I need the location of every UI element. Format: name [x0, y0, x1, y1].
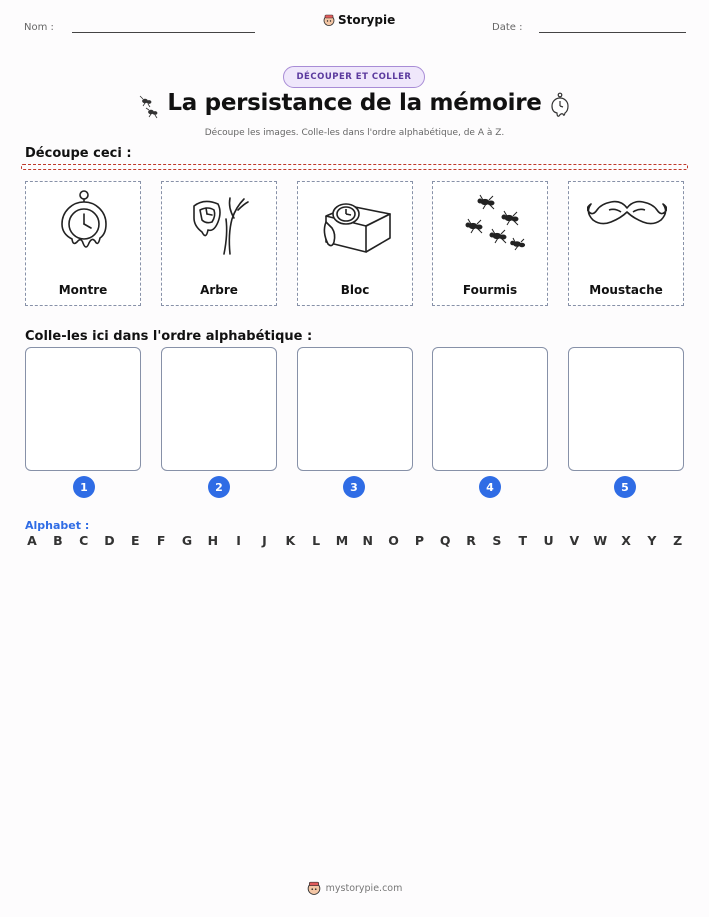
instructions: Découpe les images. Colle-les dans l'ordre alphabétique, de A à Z. [204, 128, 505, 138]
date-label: Date : [492, 22, 523, 33]
storypie-footer-logo-icon [307, 881, 321, 895]
cut-card-label: Arbre [200, 283, 238, 297]
cut-card-montre[interactable] [25, 181, 141, 306]
paste-section-label: Colle-les ici dans l'ordre alphabétique : [25, 329, 313, 344]
alphabet-label: Alphabet : [25, 519, 90, 532]
brand-name: Storypie [338, 13, 396, 27]
alphabet-row [25, 533, 685, 548]
cut-card-bloc[interactable] [297, 181, 413, 306]
cut-card-label: Fourmis [462, 283, 518, 297]
paste-box-2[interactable] [161, 347, 277, 471]
tree-melting-clock-icon [180, 188, 260, 260]
alphabet-letter: M [335, 533, 349, 548]
cut-card-label: Moustache [589, 283, 663, 297]
alphabet-letter: Q [439, 533, 451, 548]
alphabet-letter: U [543, 533, 554, 548]
alphabet-letter: L [312, 533, 321, 548]
name-line [72, 32, 255, 33]
alphabet-letter: B [53, 533, 63, 548]
activity-badge: DÉCOUPER ET COLLER [283, 66, 425, 88]
number-badge-1: 1 [73, 476, 95, 498]
number-badge-4: 4 [479, 476, 501, 498]
cut-card-label: Montre [58, 283, 108, 297]
alphabet-letter: X [621, 533, 631, 548]
alphabet-letter: A [27, 533, 37, 548]
alphabet-letter: H [207, 533, 219, 548]
alphabet-letter: E [131, 533, 140, 548]
paste-box-4[interactable] [432, 347, 548, 471]
melting-clock-decoration-icon [548, 92, 572, 120]
footer-url[interactable]: mystorypie.com [325, 882, 403, 894]
alphabet-letter: S [492, 533, 502, 548]
alphabet-letter: V [569, 533, 580, 548]
block-clock-icon [316, 188, 396, 260]
alphabet-letter: D [104, 533, 115, 548]
alphabet-letter: P [414, 533, 424, 548]
alphabet-letter: J [262, 533, 267, 548]
cut-card-moustache[interactable] [568, 181, 684, 306]
alphabet-letter: I [236, 533, 241, 548]
alphabet-letter: Y [647, 533, 657, 548]
alphabet-letter: Z [673, 533, 683, 548]
cut-line [21, 164, 688, 170]
page-title: La persistance de la mémoire [167, 90, 542, 116]
alphabet-letter: K [285, 533, 296, 548]
number-badge-5: 5 [614, 476, 636, 498]
cut-card-fourmis[interactable] [432, 181, 548, 306]
alphabet-letter: R [466, 533, 476, 548]
brand-logo [323, 13, 395, 27]
mustache-icon [587, 188, 667, 260]
ants-icon [451, 188, 531, 260]
alphabet-letter: T [518, 533, 527, 548]
cut-card-label: Bloc [340, 283, 370, 297]
alphabet-letter: O [388, 533, 399, 548]
number-badge-3: 3 [343, 476, 365, 498]
alphabet-letter: W [593, 533, 608, 548]
alphabet-letter: F [156, 533, 166, 548]
alphabet-letter: N [362, 533, 373, 548]
paste-box-1[interactable] [25, 347, 141, 471]
date-line [539, 32, 686, 33]
cut-section-label: Découpe ceci : [25, 146, 132, 161]
alphabet-letter: C [79, 533, 89, 548]
cut-card-arbre[interactable] [161, 181, 277, 306]
name-label: Nom : [24, 22, 54, 33]
melting-clock-icon [44, 188, 124, 260]
storypie-logo-icon [323, 14, 335, 26]
number-badge-2: 2 [208, 476, 230, 498]
paste-box-3[interactable] [297, 347, 413, 471]
alphabet-letter: G [181, 533, 193, 548]
paste-box-5[interactable] [568, 347, 684, 471]
footer [0, 881, 709, 895]
